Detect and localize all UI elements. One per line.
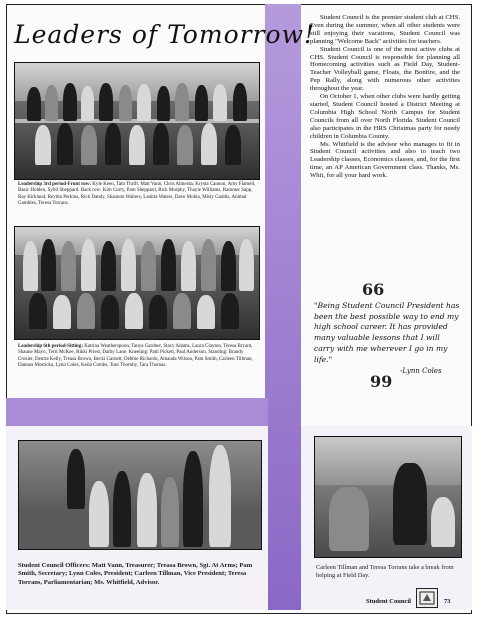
paragraph-1: Student Council is the premier student club at CHS. Even during the summer, when all other students were still enjoying their vacations, Student Council was planning "Welcome Back" activities for teachers. (310, 14, 460, 45)
purple-divider (6, 398, 268, 426)
open-quote-mark: 66 (362, 280, 385, 299)
photo-caption-4: Carleen Tillman and Teresa Torrans take a break from helping at Field Day. (316, 564, 454, 579)
paragraph-4: Ms. Whitfield is the advisor who manages to fit in Student Council activities and also to teach two Leadership classes, Economics classes, and, for the first time, an AP American Government class. Thanks, Ms. Whit, for all your hard work. (310, 140, 460, 180)
photo-leadership-3rd-period (14, 62, 260, 180)
photo-leadership-6th-period (14, 226, 260, 340)
close-quote-mark: 99 (370, 372, 393, 391)
caption-2-text: Katrina Weatherspoon, Tanya Gardner, Stacy Adams, Laura Clayton, Teresa Bryant, Shaune Mayo, Terri McKee, Rikki Priest, Darby Lane. Kneeling: Patti Pickett, Paul Anderson. Standing: Brandy Crosier, Dentra Kelly, Treasa Brown, Becki Garnett, Debbie Richards, Amanda Wilson, Pam Smith, Carleen Tillman, Dannea Mosticka, Lynn Coles, Keila Combs, Toni Thornby, Tara Thomas. (18, 344, 253, 369)
photo-caption-1 (18, 182, 258, 208)
photo-field-day (314, 436, 462, 558)
paragraph-3: On October 1, when other clubs were hardly getting started, Student Council hosted a District Meeting at Columbia High School North Campus for Student Councils from all over North Florida. Student Council also participates in the HRS Christmas party for needy children in Columbia County. (310, 93, 460, 140)
photo-student-council-officers (18, 440, 262, 550)
school-emblem-icon (416, 588, 438, 608)
photo-caption-3: Student Council Officers: Matt Vann, Treasurer; Treasa Brown, Sgt. At Arms; Pam Smith, Secretary; Lynn Coles, President; Carleen Tillman, Vice President; Teresa Torrans, Parliamentarian; Ms. Whitfield, Advisor. (18, 562, 253, 586)
article-body (310, 14, 460, 180)
page-title: Leaders of Tomorrow! (14, 20, 316, 49)
purple-band (265, 4, 301, 610)
paragraph-2: Student Council is one of the most active clubs at CHS. Student Council is responsible for planning all Homecoming activities such as Field Day, Student-Teacher Volleyball game, Floats, the Bonfire, and the Pep Rally, along with numerous other activities throughout the year. (310, 45, 460, 93)
footer-section-title: Student Council (366, 598, 411, 605)
photo-caption-2 (18, 344, 258, 370)
caption-2-heading: Leadership 6th period-Sitting: (18, 344, 84, 349)
caption-1-text: Kyle Keen, Tam Thrift, Matt Vann, Chris Almeida, Krysta Cannon, Amy Flamell, Basic Holden, Sybil Sheppard. Back row: Kim Curry, Pam Sheppard, Rick Murphy, Thayle Williams, Rammer Sapp, Ray Kirkland, Reyitta Perkins, Rick Dandy, Shannon Walters, Lanitta Waters, Dave Mohia, Misty Gaddis, Animal Gambles, Teresa Torrans. (18, 182, 256, 207)
page-number: 73 (444, 598, 451, 605)
pull-quote: "Being Student Council President has been the best possible way to end my high school career. It has provided many valuable lessons that I will carry with me wherever I go in my life." (314, 301, 460, 364)
caption-1-heading: Leadership 3rd period-Front row: (18, 182, 92, 187)
quote-author: -Lynn Coles (400, 367, 442, 375)
